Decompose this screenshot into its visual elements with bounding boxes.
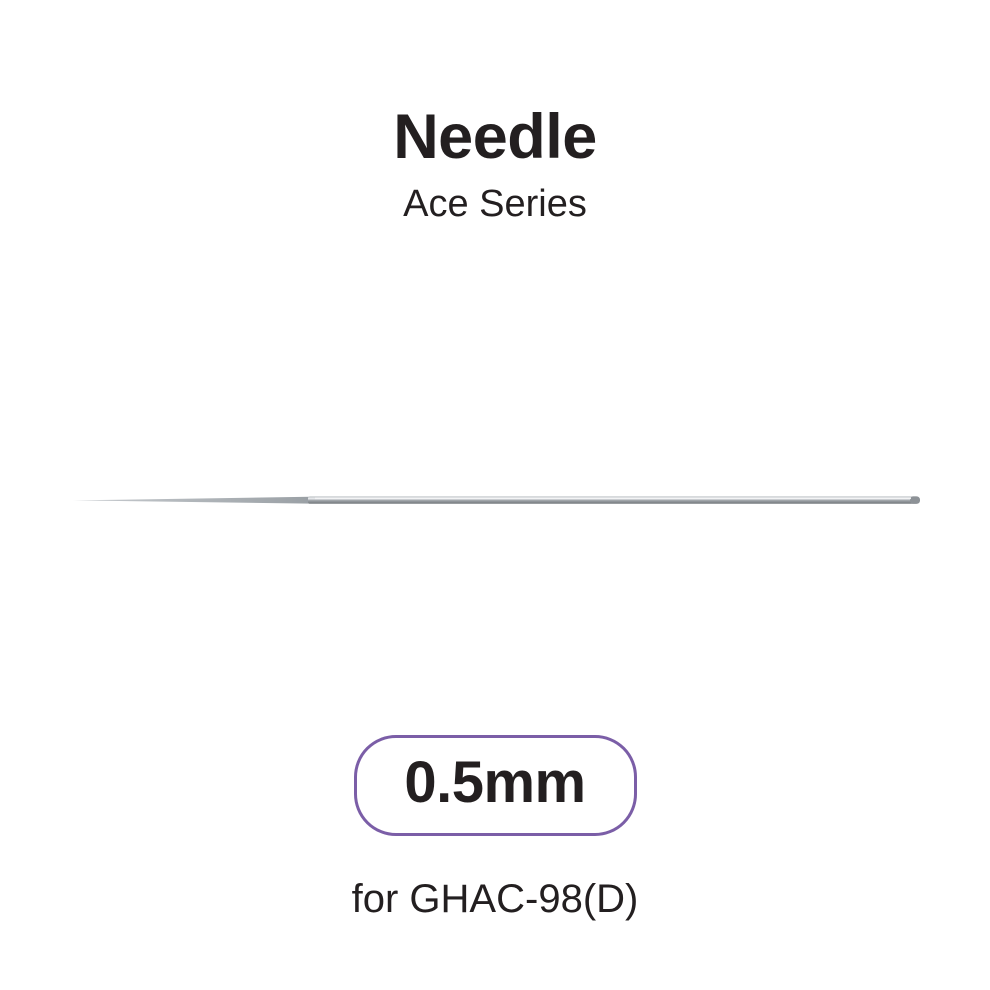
- airbrush-needle-icon: [65, 430, 925, 570]
- size-badge-container: [0, 735, 990, 836]
- product-header: [0, 104, 990, 226]
- status-badge: 0.5mm: [354, 735, 637, 836]
- compatibility-note: for GHAC-98(D): [351, 877, 639, 921]
- page-title: Needle: [393, 102, 597, 172]
- needle-illustration: [0, 430, 990, 570]
- product-series-subtitle: Ace Series: [403, 183, 587, 226]
